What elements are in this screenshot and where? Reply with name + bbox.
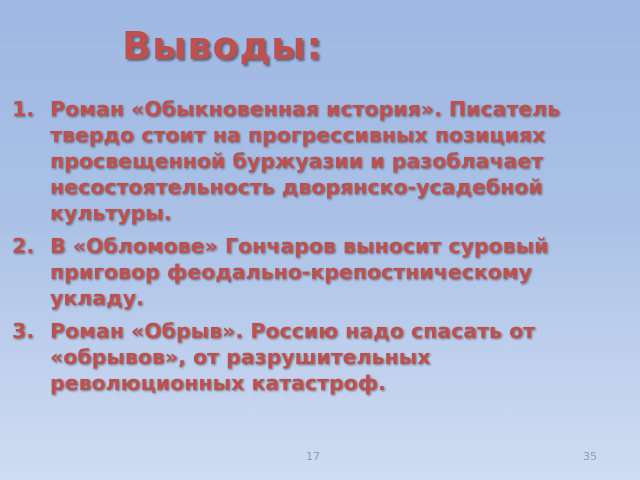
page-number: 35 [583,450,597,463]
list-item-text: Роман «Обыкновенная история». Писатель твердо стоит на прогрессивных позициях просвещенной буржуазии и разоблачает несостоятельность дворянско-усадебной культуры. [50,97,561,225]
list-item [0,233,628,311]
list-item-number: 1. [12,97,35,121]
slide-title: Выводы: [122,24,323,68]
list-item [0,96,628,226]
list-item-text: В «Обломове» Гончаров выносит суровый приговор феодально-крепостническому укладу. [50,234,549,310]
list-item-number: 3. [12,319,35,343]
conclusions-list [0,96,628,403]
list-item-text: Роман «Обрыв». Россию надо спасать от «обрывов», от разрушительных революционных катастроф. [50,319,536,395]
list-item-number: 2. [12,234,35,258]
list-item [0,318,628,396]
footer-number: 17 [306,450,320,463]
